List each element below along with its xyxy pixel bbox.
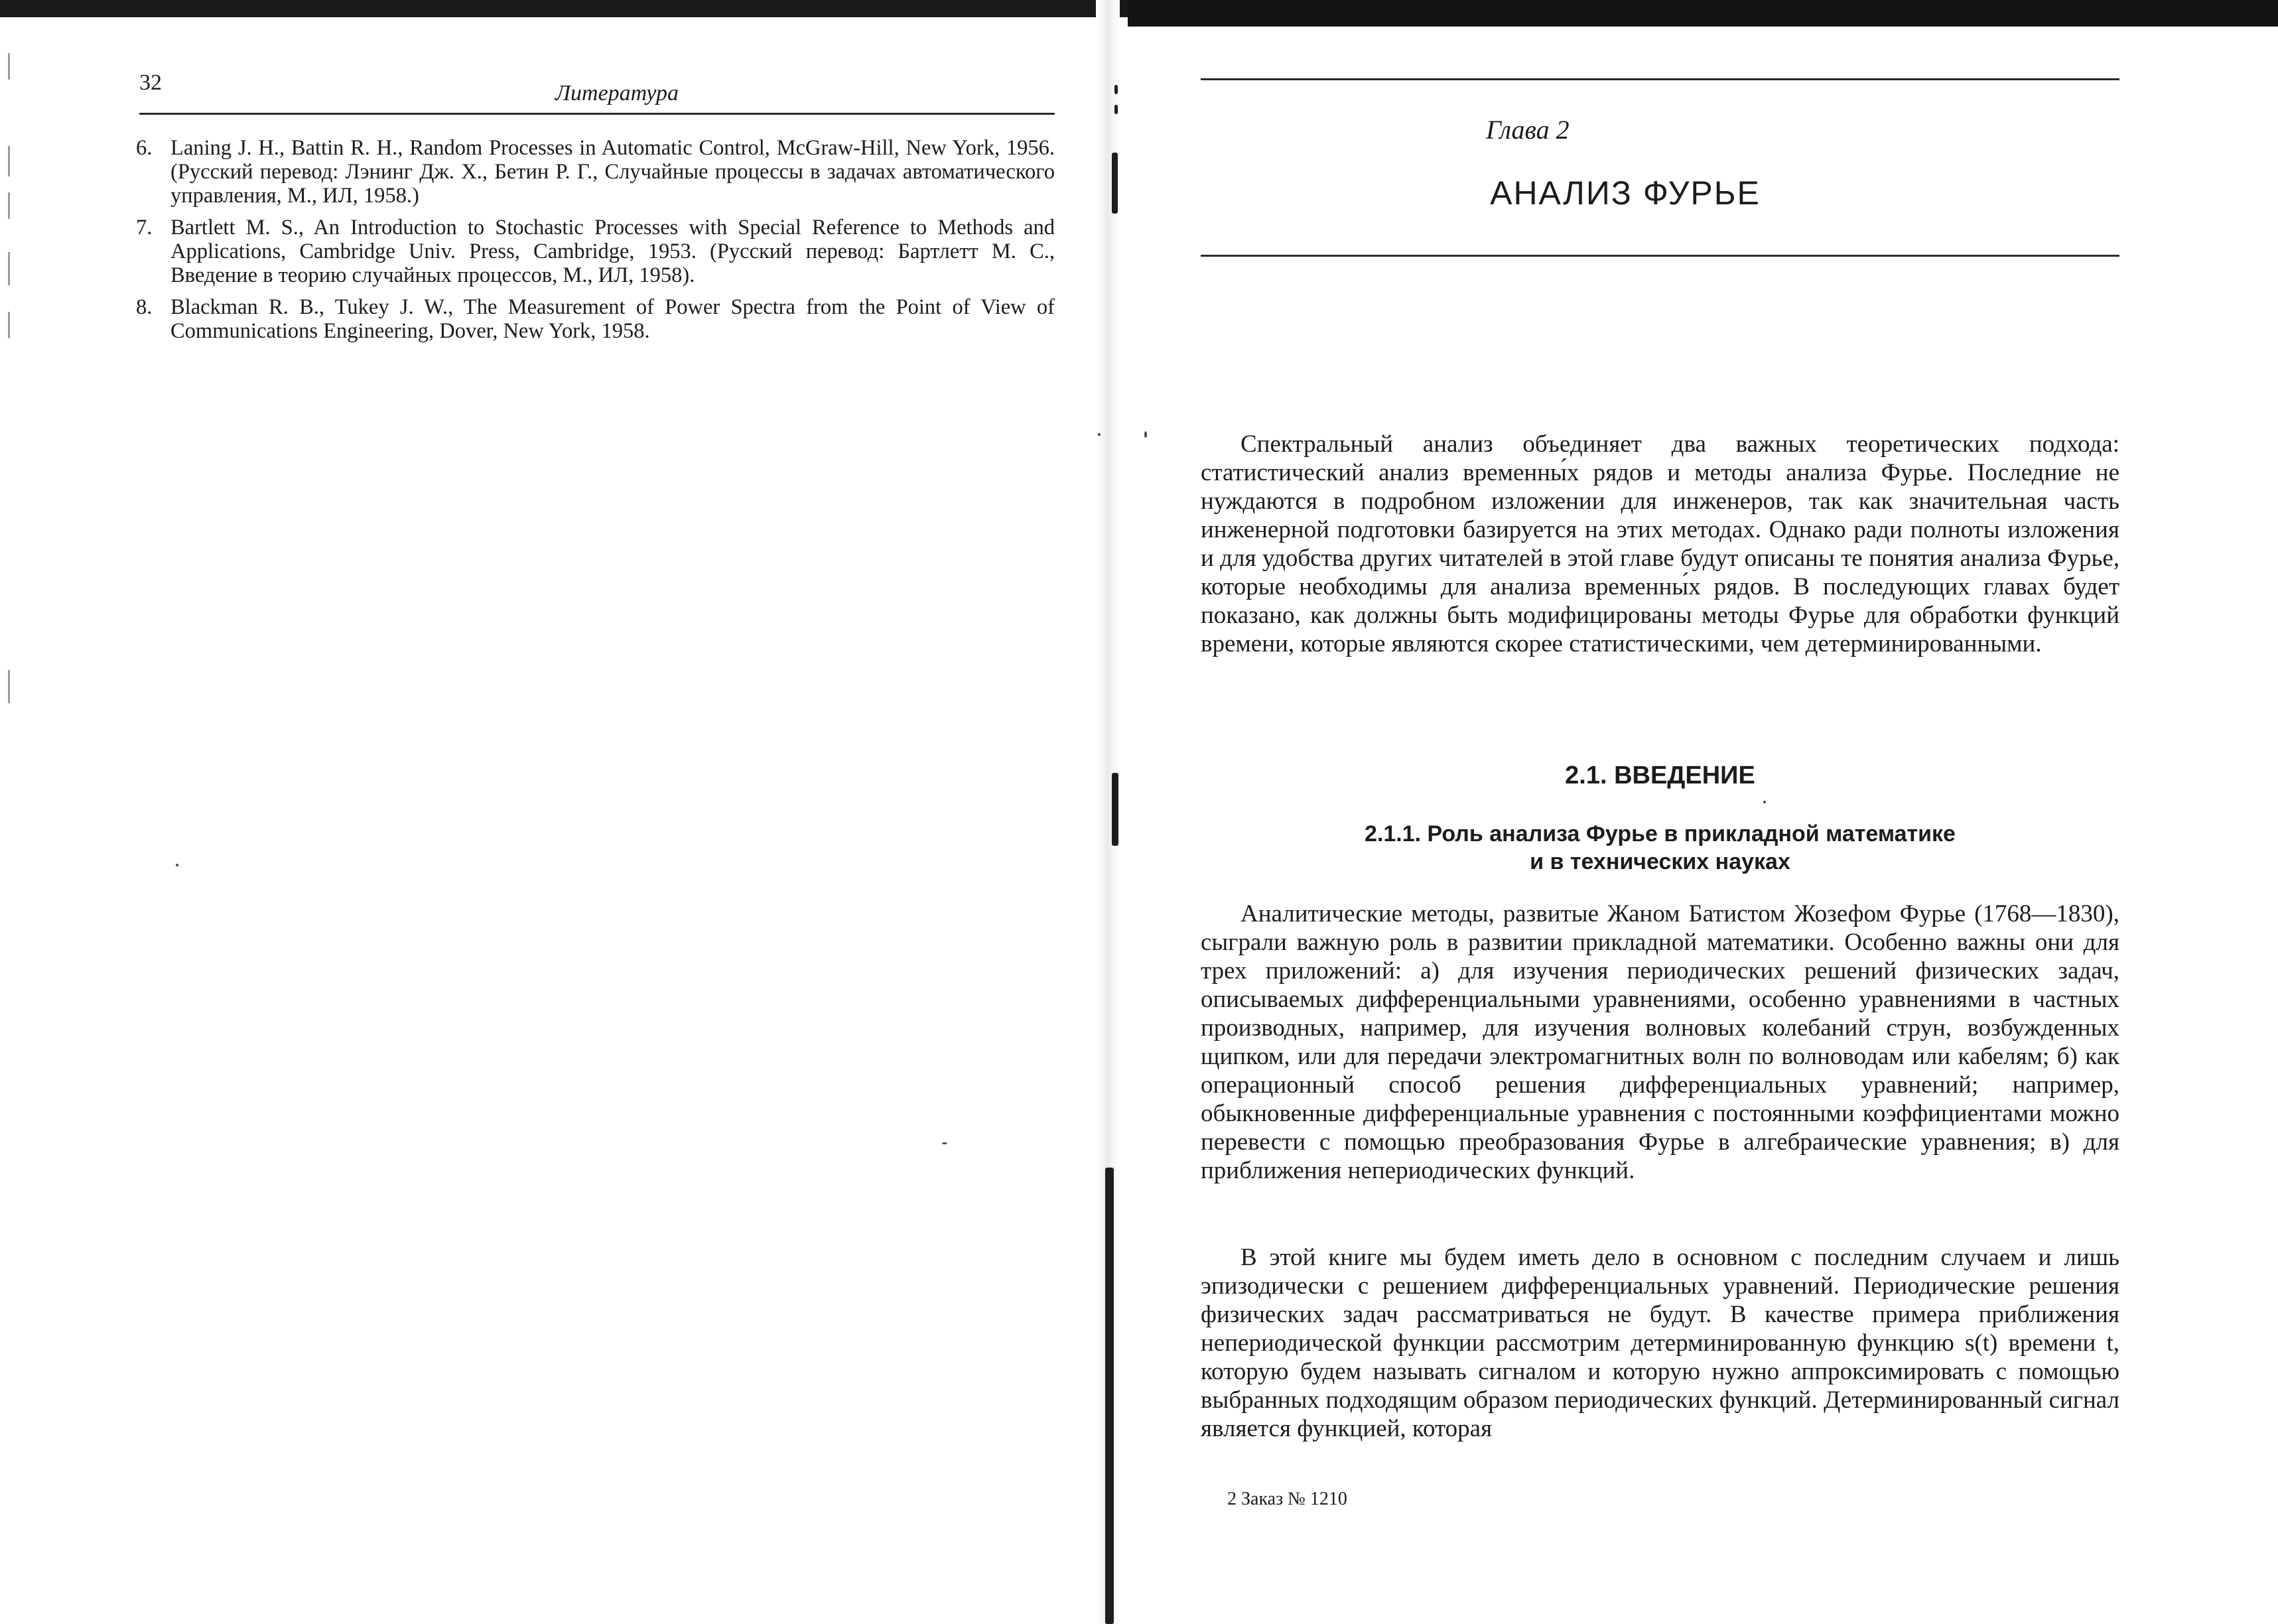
reference-item [136, 136, 1055, 208]
printer-signature: 2 Заказ № 1210 [1227, 1489, 1347, 1509]
body-paragraph: В этой книге мы будем иметь дело в основном с последним случаем и лишь эпизодически с решением дифференциальных уравнений. Периодические решения физических задач рассматриваться не будут. В качестве примера приближения непериодической функции рассмотрим детерминированную функцию s(t) времени t, которую будем называть сигналом и которую нужно аппроксимировать с помощью выбранных подходящим образом периодических функций. Детерминированный сигнал является функцией, которая [1201, 1244, 2119, 1442]
reference-number: 6. [136, 136, 153, 160]
header-rule [139, 113, 1055, 115]
page-number: 32 [139, 70, 162, 95]
left-page [0, 0, 1101, 1624]
reference-item [136, 216, 1055, 287]
spine-shadow-mark [1112, 773, 1118, 846]
spine-shadow-mark [1114, 105, 1118, 114]
body-paragraph: Аналитические методы, развитые Жаном Батистом Жозефом Фурье (1768—1830), сыграли важную роль в развитии прикладной математики. Особенно важны они для трех приложений: а) для изучения периодических решений физических задач, описываемых дифференциальными уравнениями, особенно уравнениями в частных производных, например, для изучения волновых колебаний струн, возбужденных щипком, или для передачи электромагнитных волн по волноводам или кабелям; б) как операционный способ решения дифференциальных уравнений; например, обыкновенные дифференциальные уравнения с постоянными коэффициентами можно перевести с помощью преобразования Фурье в алгебраические уравнения; в) для приближения непериодических функций. [1201, 900, 2119, 1184]
subsection-title-line: 2.1.1. Роль анализа Фурье в прикладной математике [1365, 821, 1956, 846]
intro-paragraph: Спектральный анализ объединяет два важных теоретических подхода: статистический анализ временны́х рядов и методы анализа Фурье. Последние не нуждаются в подробном изложении для инженеров, так как значительная часть инженерной подготовки базируется на этих методах. Однако ради полноты изложения и для удобства других читателей в этой главе будут описаны те понятия анализа Фурье, которые необходимы для анализа временны́х рядов. В последующих главах будет показано, как должны быть модифицированы методы Фурье для обработки функций времени, которые являются скорее статистическими, чем детерминированными. [1201, 431, 2119, 657]
reference-text: Blackman R. B., Tukey J. W., The Measurement of Power Spectra from the Point of View of Communications Engineering, Dover, New York, 1958. [170, 295, 1055, 343]
chapter-top-rule [1201, 78, 2119, 80]
reference-number: 7. [136, 216, 153, 239]
chapter-bottom-rule [1201, 255, 2119, 257]
running-head: Литература [555, 81, 679, 105]
reference-item [136, 295, 1055, 343]
spine-shadow-mark [1112, 153, 1118, 214]
subsection-title [1201, 820, 2119, 876]
right-page [1128, 0, 2278, 1624]
reference-number: 8. [136, 295, 153, 319]
section-title: 2.1. ВВЕДЕНИЕ [1565, 762, 1755, 789]
reference-list [136, 136, 1055, 351]
chapter-label: Глава 2 [1486, 115, 1570, 145]
reference-text: Laning J. H., Battin R. H., Random Processes in Automatic Control, McGraw-Hill, New York, 1956. (Русский перевод: Лэнинг Дж. Х., Бетин Р. Г., Случайные процессы в задачах автоматического управления, М., ИЛ, 1958.) [170, 136, 1055, 208]
spine-shadow-mark [1114, 85, 1118, 94]
reference-text: Bartlett M. S., An Introduction to Stochastic Processes with Special Reference to Methods and Applications, Cambridge Univ. Press, Cambridge, 1953. (Русский перевод: Бартлетт М. С., Введение в теорию случайных процессов, М., ИЛ, 1958). [170, 216, 1055, 287]
subsection-title-line: и в технических науках [1530, 849, 1790, 874]
chapter-title: АНАЛИЗ ФУРЬЕ [1490, 174, 1761, 212]
spine-shadow-mark [1105, 1168, 1114, 1624]
